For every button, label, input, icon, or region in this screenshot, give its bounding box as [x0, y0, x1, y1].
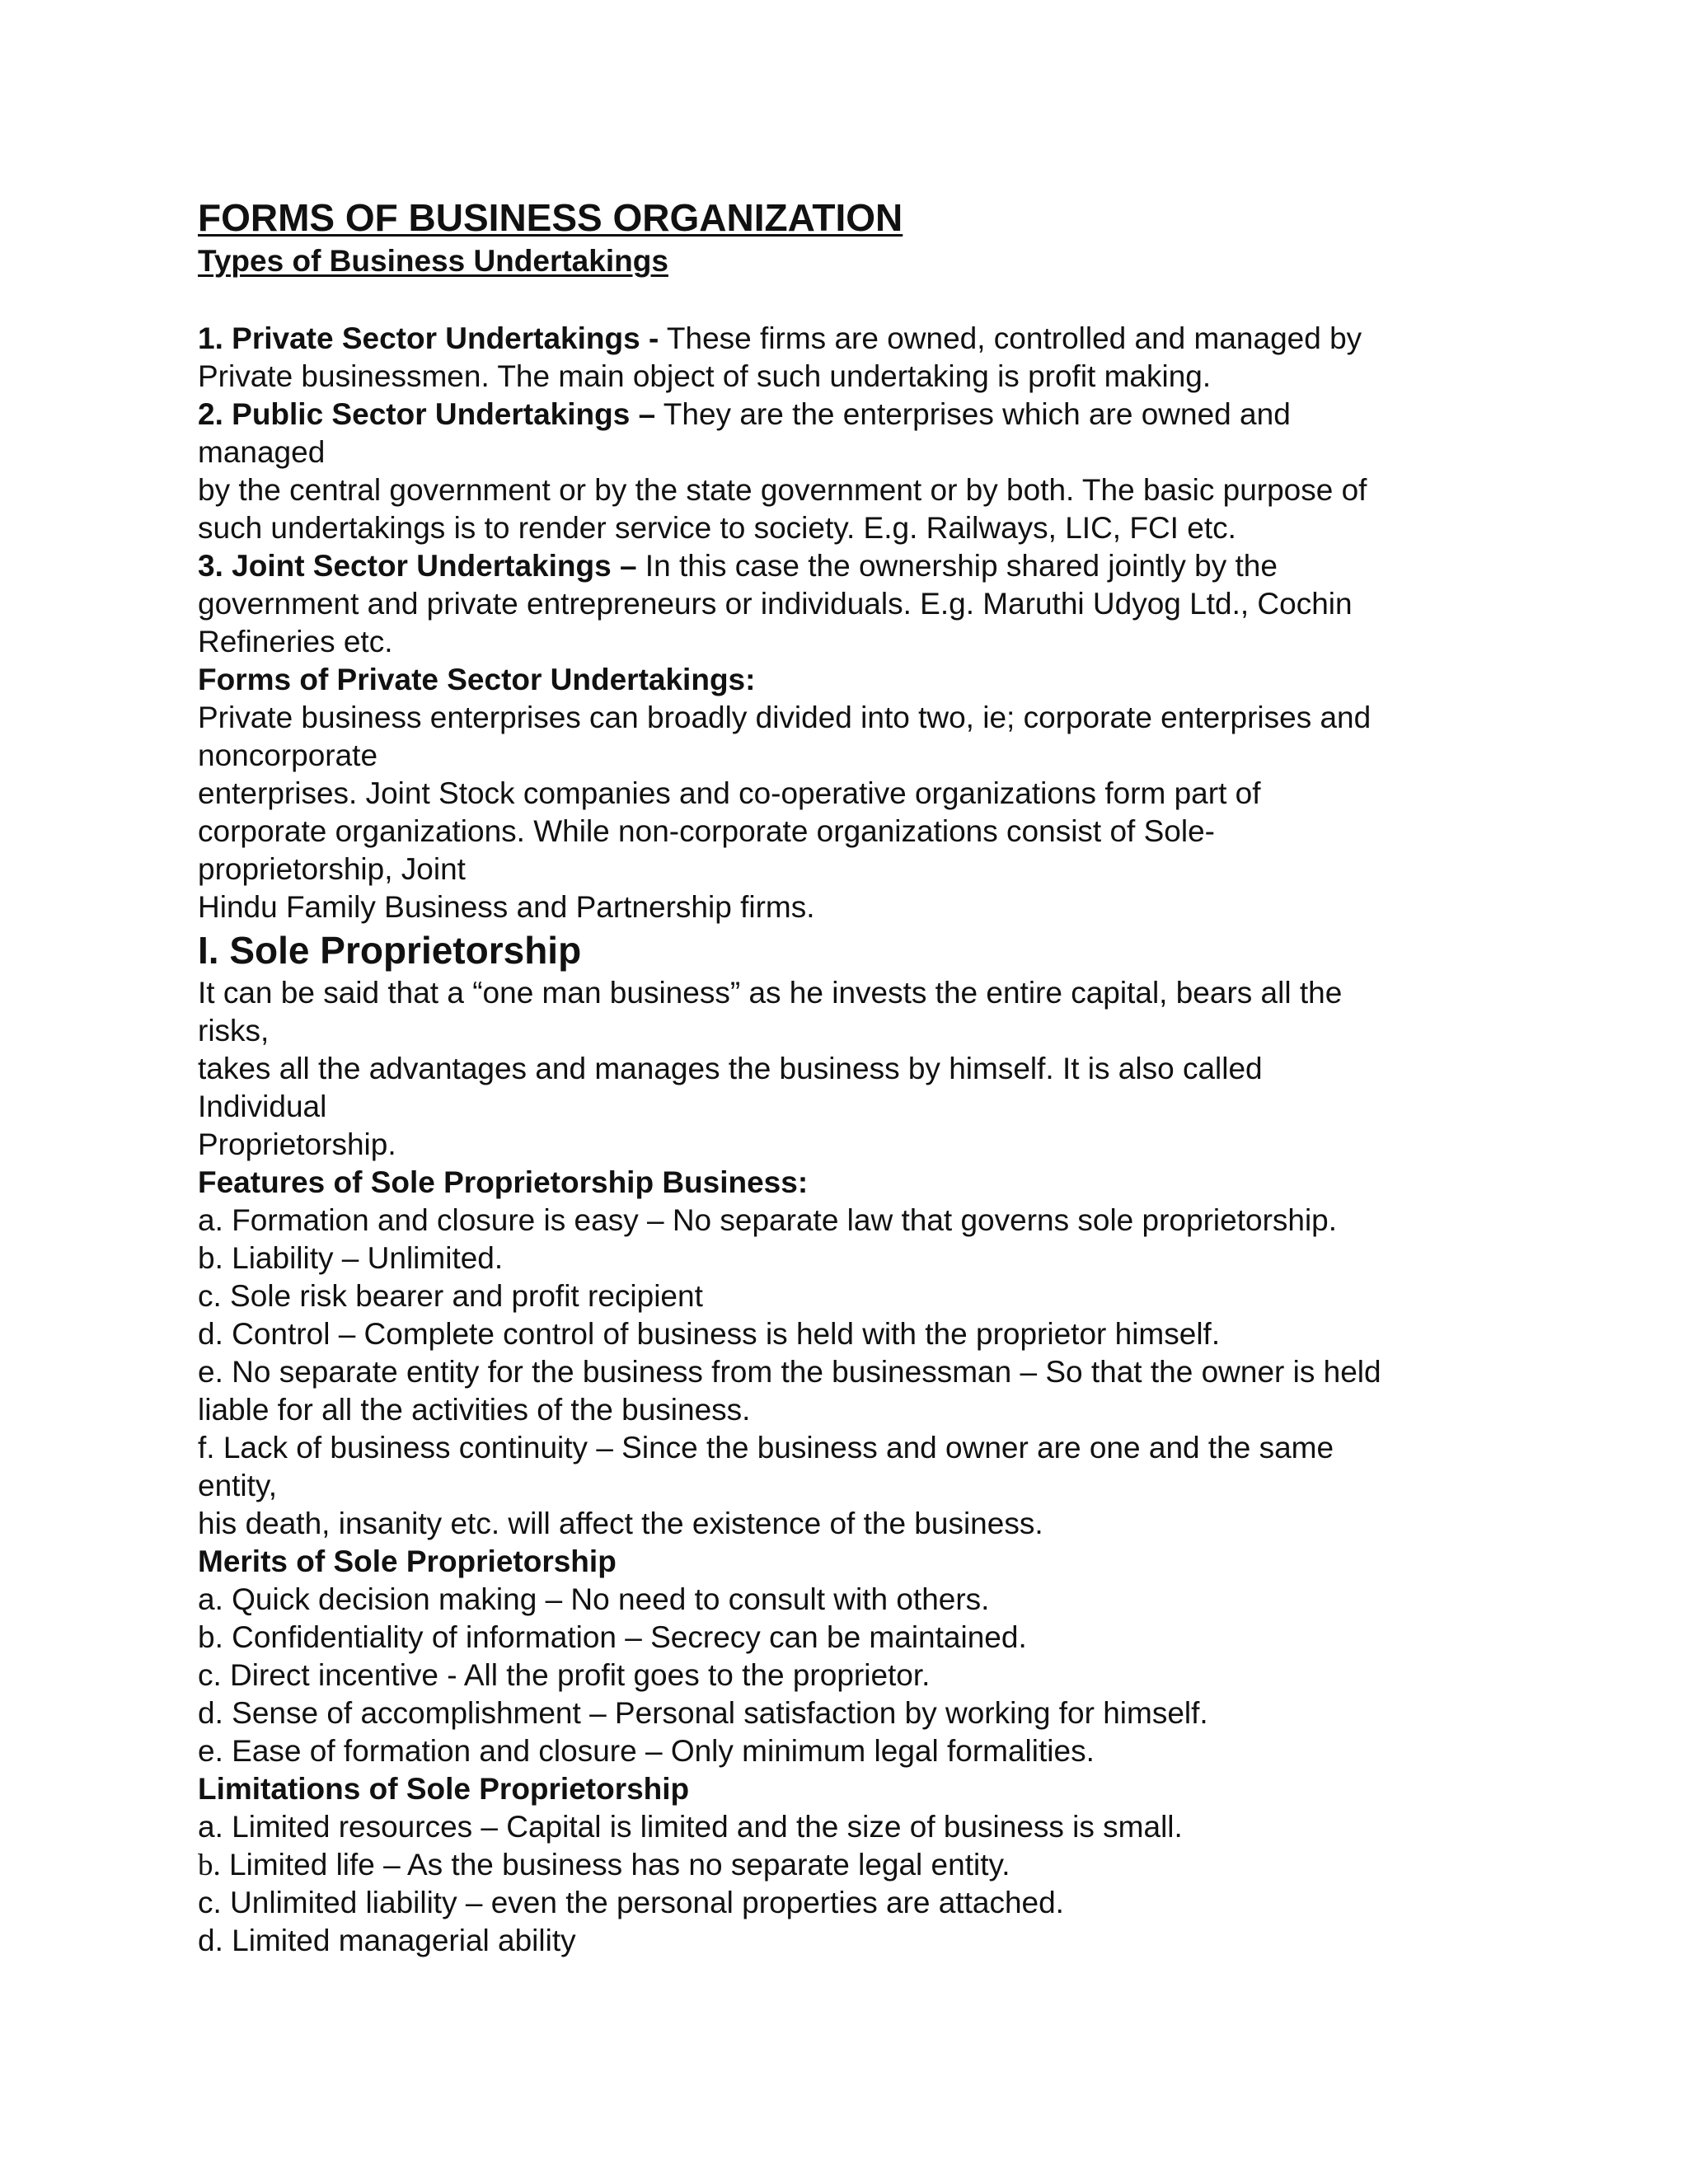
public-sector-paragraph-line — [198, 396, 1517, 434]
spacer — [198, 282, 1517, 320]
private-sector-paragraph-line — [198, 320, 1517, 358]
sole-proprietorship-heading: I. Sole Proprietorship — [198, 929, 582, 972]
forms-heading: Forms of Private Sector Undertakings: — [198, 663, 756, 696]
list-item: e. Ease of formation and closure – Only minimum legal formalities. — [198, 1734, 1095, 1768]
list-item: c. Direct incentive - All the profit goes to the proprietor. — [198, 1658, 931, 1692]
list-item-text: Limited life – As the business has no separate legal entity. — [220, 1848, 1010, 1882]
document-title: FORMS OF BUSINESS ORGANIZATION — [198, 196, 903, 239]
paragraph-line: takes all the advantages and manages the business by himself. It is also called — [198, 1052, 1263, 1085]
list-item: his death, insanity etc. will affect the existence of the business. — [198, 1507, 1043, 1540]
paragraph-line: risks, — [198, 1014, 270, 1047]
merits-heading: Merits of Sole Proprietorship — [198, 1544, 617, 1578]
list-item: liable for all the activities of the business. — [198, 1393, 751, 1427]
paragraph-line: such undertakings is to render service to society. E.g. Railways, LIC, FCI etc. — [198, 511, 1236, 545]
paragraph-line: noncorporate — [198, 738, 378, 772]
paragraph-line: Proprietorship. — [198, 1127, 396, 1161]
list-item: d. Limited managerial ability — [198, 1924, 576, 1957]
paragraph-line: Refineries etc. — [198, 625, 393, 658]
paragraph-line: Individual — [198, 1090, 327, 1123]
list-item: entity, — [198, 1469, 277, 1502]
paragraph-line: Private business enterprises can broadly divided into two, ie; corporate enterprises and — [198, 701, 1372, 734]
private-sector-lead: 1. Private Sector Undertakings - — [198, 321, 659, 355]
list-item: a. Limited resources – Capital is limited and the size of business is small. — [198, 1810, 1183, 1844]
joint-sector-lead: 3. Joint Sector Undertakings – — [198, 549, 637, 583]
list-item: e. No separate entity for the business from the businessman – So that the owner is held — [198, 1355, 1381, 1389]
features-heading: Features of Sole Proprietorship Business: — [198, 1165, 809, 1199]
paragraph-line: Hindu Family Business and Partnership firms. — [198, 890, 815, 924]
public-sector-text: They are the enterprises which are owned and — [655, 397, 1291, 431]
list-item: d. Control – Complete control of business is held with the proprietor himself. — [198, 1317, 1221, 1351]
list-item: c. Unlimited liability – even the personal properties are attached. — [198, 1886, 1064, 1919]
document-subtitle: Types of Business Undertakings — [198, 244, 668, 278]
paragraph-line: Private businessmen. The main object of such undertaking is profit making. — [198, 359, 1212, 393]
document-page — [198, 194, 1517, 1960]
public-sector-lead: 2. Public Sector Undertakings – — [198, 397, 656, 431]
joint-sector-text: In this case the ownership shared jointly by the — [636, 549, 1278, 583]
paragraph-line: government and private entrepreneurs or individuals. E.g. Maruthi Udyog Ltd., Cochin — [198, 587, 1353, 621]
paragraph-line: proprietorship, Joint — [198, 852, 466, 886]
paragraph-line: corporate organizations. While non-corporate organizations consist of Sole- — [198, 814, 1215, 848]
paragraph-line: It can be said that a “one man business” as he invests the entire capital, bears all the — [198, 976, 1343, 1010]
private-sector-text: These firms are owned, controlled and managed by — [659, 321, 1362, 355]
list-item: d. Sense of accomplishment – Personal satisfaction by working for himself. — [198, 1696, 1208, 1730]
list-item: b. Liability – Unlimited. — [198, 1241, 504, 1275]
list-item: a. Formation and closure is easy – No separate law that governs sole proprietorship. — [198, 1203, 1338, 1237]
list-item: b. Confidentiality of information – Secrecy can be maintained. — [198, 1620, 1027, 1654]
paragraph-line: enterprises. Joint Stock companies and co-operative organizations form part of — [198, 776, 1261, 810]
list-item — [198, 1846, 1517, 1884]
list-item: c. Sole risk bearer and profit recipient — [198, 1279, 703, 1313]
paragraph-line: managed — [198, 435, 326, 469]
limitations-heading: Limitations of Sole Proprietorship — [198, 1772, 690, 1806]
list-marker: b. — [198, 1849, 221, 1882]
list-item: a. Quick decision making – No need to consult with others. — [198, 1582, 990, 1616]
list-item: f. Lack of business continuity – Since the business and owner are one and the same — [198, 1431, 1334, 1465]
paragraph-line: by the central government or by the state government or by both. The basic purpose of — [198, 473, 1367, 507]
joint-sector-paragraph-line — [198, 547, 1517, 585]
